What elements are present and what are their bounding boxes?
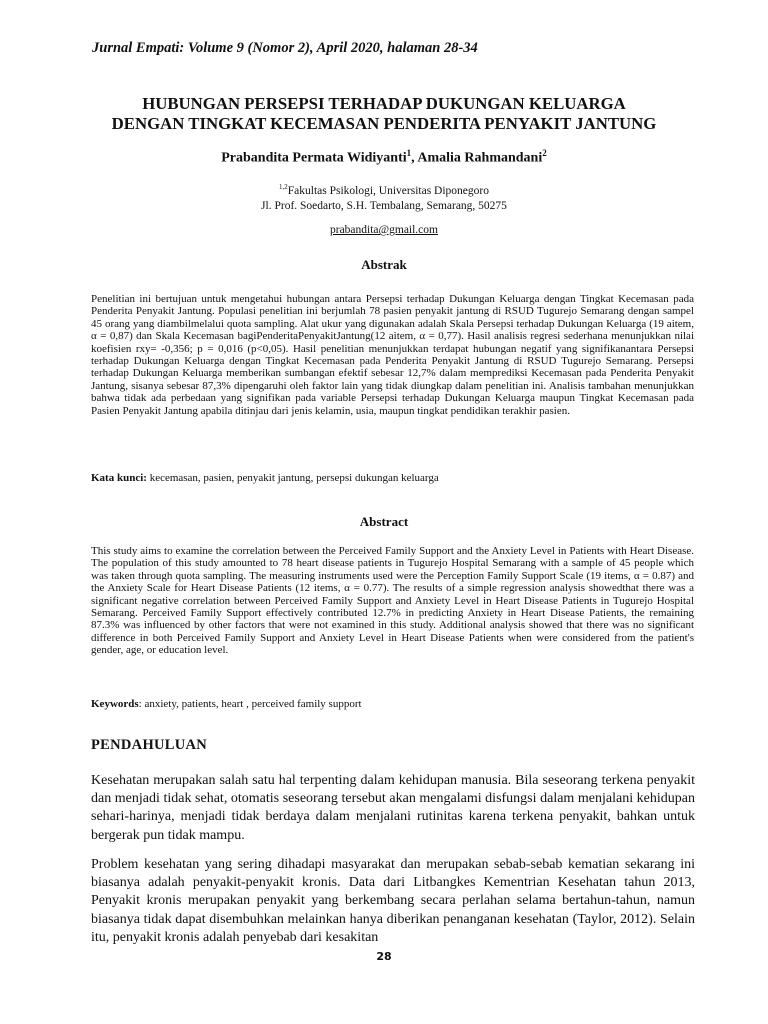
abstrak-keywords [91, 472, 694, 485]
abstract-keywords-label: Keywords [91, 698, 139, 710]
affiliation-address: Jl. Prof. Soedarto, S.H. Tembalang, Semarang, 50275 [261, 199, 507, 212]
abstrak-keywords-label: Kata kunci: [91, 472, 147, 484]
author-1: Prabandita Permata Widiyanti [221, 150, 407, 166]
author-separator: , [411, 150, 418, 166]
abstract-heading: Abstract [359, 514, 409, 529]
page-number: 28 [376, 950, 392, 963]
abstrak-text: Penelitian ini bertujuan untuk mengetahui hubungan antara Persepsi terhadap Dukungan Keluarga dengan Tingkat Kecemasan pada Penderita Penyakit Jantung. Populasi penelitian ini berjumlah 78 pasien penyakit jantung di RSUD Tugurejo Semarang dengan sampel 45 orang yang diambilmelalui quota sampling. Alat ukur yang digunakan adalah Skala Persepsi terhadap Dukungan Keluarga (19 aitem, α = 0,87) dan Skala Kecemasan bagiPenderitaPenyakitJantung(12 aitem, α = 0,77). Hasil analisis regresi sederhana menunjukkan nilai koefisien rxy= -0,356; p = 0,016 (p<0,05). Hasil penelitian menunjukkan terdapat hubungan negatif yang signifikanantara Persepsi terhadap Dukungan Keluarga dengan Tingkat Kecemasan pada Penderita Penyakit Jantung di RSUD Tugurejo Semarang. Persepsi terhadap Dukungan Keluarga memberikan sumbangan efektif sebesar 12,7% dalam memprediksi Kecemasan pada Penderita Penyakit Jantung, sisanya sebesar 87,3% dipengaruhi oleh faktor lain yang tidak diungkap dalam penelitian ini. Analisis tambahan menunjukkan bahwa tidak ada perbedaan yang signifikan pada variable Persepsi terhadap Dukungan Keluarga maupun Tingkat Kecemasan pada Pasien Penyakit Jantung apabila ditinjau dari jenis kelamin, usia, maupun tingkat pendidikan terakhir pasien. [91, 293, 694, 417]
body-paragraph-2: Problem kesehatan yang sering dihadapi masyarakat dan merupakan sebab-sebab kematian sekarang ini biasanya adalah penyakit-penyakit kronis. Data dari Litbangkes Kementrian Kesehatan tahun 2013, Penyakit kronis merupakan penyakit yang berkembang secara perlahan selama bertahun-tahun, namun biasanya tidak dapat disembuhkan melainkan hanya diberikan penanganan kesehatan (Taylor, 2012). Selain itu, penyakit kronis adalah penyebab dari kesakitan [91, 857, 695, 945]
abstrak-heading: Abstrak [361, 257, 407, 272]
article-title [60, 94, 708, 134]
abstract-text: This study aims to examine the correlation between the Perceived Family Support and the Anxiety Level in Patients with Heart Disease. The population of this study amounted to 78 heart disease patients in Tugurejo Hospital Semarang with a sample of 45 people which was taken through quota sampling. The measuring instruments used were the Perception Family Support Scale (19 items, α = 0.87) and the Anxiety Scale for Heart Disease Patients (12 items, α = 0.77). The results of a simple regression analysis showedthat there was a significant negative correlation between Perceived Family Support and Anxiety Level in Heart Disease Patients in Tugurejo Hospital Semarang. Perceived Family Support effectively contributed 12.7% in predicting Anxiety in Heart Disease Patients, the remaining 87.3% was influenced by other factors that were not examined in this study. Additional analysis showed that there was no significant difference in both Perceived Family Support and Anxiety Level in Heart Disease Patients when were considered from the patient's gender, age, or education level. [91, 545, 694, 657]
author-email-link[interactable]: prabandita@gmail.com [330, 224, 438, 236]
section-heading: PENDAHULUAN [91, 737, 208, 753]
email-line [60, 224, 708, 236]
affiliation-faculty: Fakultas Psikologi, Universitas Diponegoro [287, 184, 489, 197]
abstract-keywords-text: : anxiety, patients, heart , perceived family support [138, 698, 362, 710]
author-2-affil-mark: 2 [542, 148, 547, 158]
author-2: Amalia Rahmandani [417, 150, 543, 166]
affiliation [60, 180, 708, 214]
affiliation-mark: 1,2 [279, 183, 288, 191]
title-line-1: HUBUNGAN PERSEPSI TERHADAP DUKUNGAN KELUARGA [142, 94, 626, 113]
body-paragraph-1: Kesehatan merupakan salah satu hal terpenting dalam kehidupan manusia. Bila seseorang terkena penyakit dan menjadi tidak sehat, otomatis seseorang tersebut akan mengalami disfungsi dalam menjalani kehidupan sehari-harinya, menjadi tidak berdaya dalam menjalani rutinitas karena terkena penyakit, bahkan untuk bergerak pun tidak mampu. [91, 773, 695, 843]
author-list [60, 148, 708, 167]
abstrak-keywords-text: kecemasan, pasien, penyakit jantung, persepsi dukungan keluarga [146, 472, 439, 484]
author-1-affil-mark: 1 [406, 148, 412, 158]
journal-header: Jurnal Empati: Volume 9 (Nomor 2), April 2020, halaman 28-34 [92, 40, 478, 56]
abstract-keywords [91, 698, 694, 711]
title-line-2: DENGAN TINGKAT KECEMASAN PENDERITA PENYAKIT JANTUNG [111, 114, 657, 133]
